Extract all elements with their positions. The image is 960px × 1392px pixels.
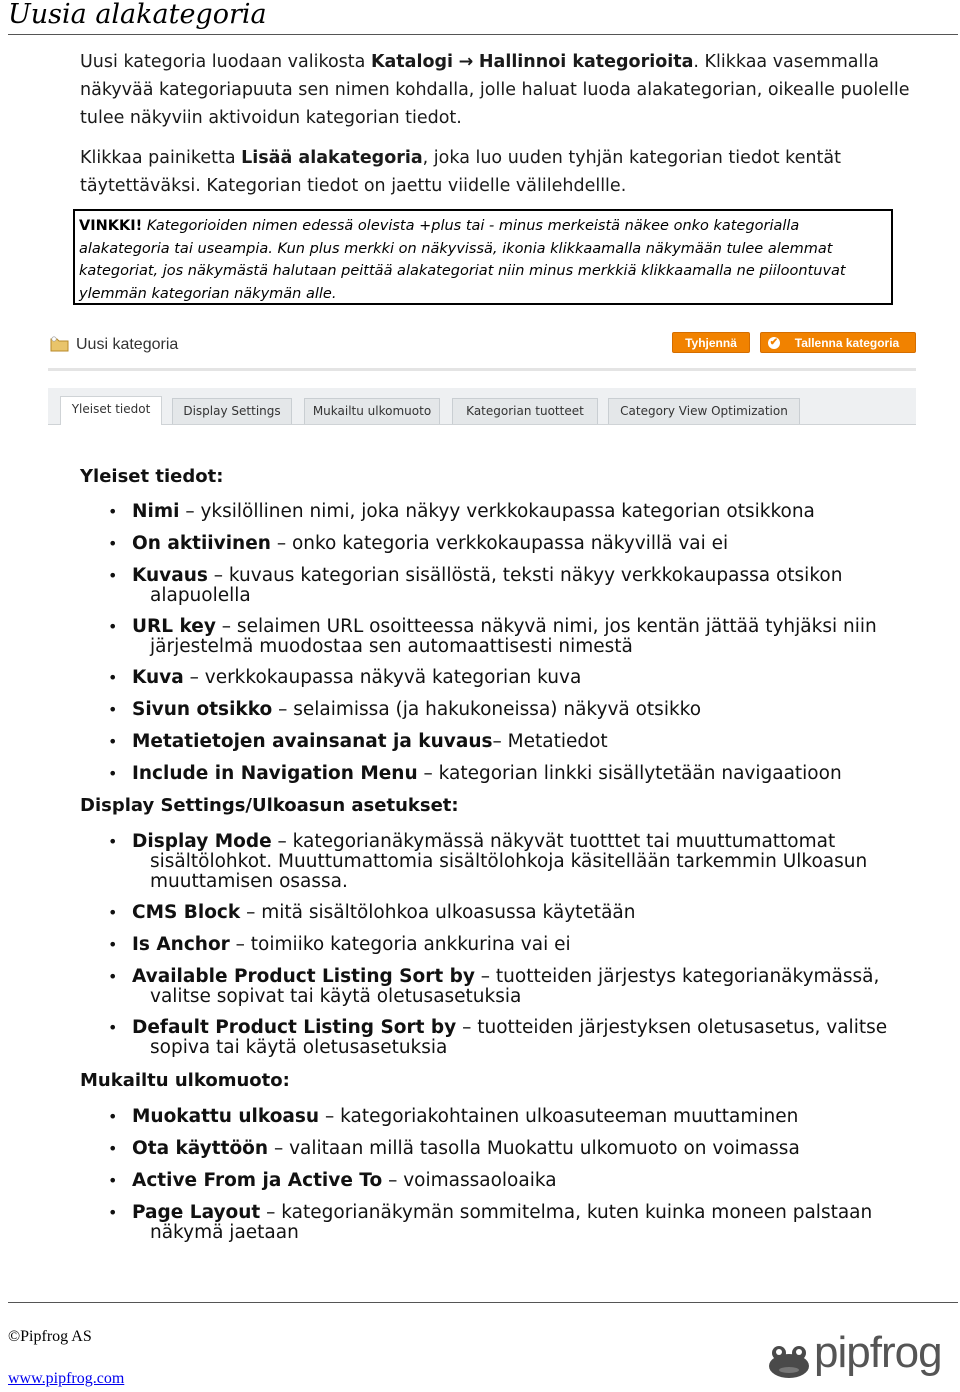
tip-box xyxy=(73,209,893,305)
list-item: • Is Anchor – toimiiko kategoria ankkurina vai ei xyxy=(108,935,953,955)
menu-katalogi: Katalogi xyxy=(370,52,454,72)
list-item: • Default Product Listing Sort by – tuotteiden järjestyksen oletusasetus, valitse sopiva tai käytä oletusasetuksia xyxy=(108,1018,953,1058)
list-item: • URL key – selaimen URL osoitteessa näkyvä nimi, jos kentän jättää tyhjäksi niin järjestelmä muodostaa sen automaattisesti nimestä xyxy=(108,617,953,657)
add-subcategory-term: Lisää alakategoria xyxy=(241,148,423,168)
section-heading-display: Display Settings/Ulkoasun asetukset: xyxy=(80,795,459,816)
list-item: • Metatietojen avainsanat ja kuvaus– Metatiedot xyxy=(108,732,953,752)
tab-category-view-optimization[interactable]: Category View Optimization xyxy=(608,398,800,424)
checkmark-icon: ✔ xyxy=(769,337,779,348)
folder-icon xyxy=(50,336,70,352)
list-item: • Available Product Listing Sort by – tuotteiden järjestys kategorianäkymässä, valitse sopivat tai käytä oletusasetuksia xyxy=(108,967,953,1007)
save-label: Tallenna kategoria xyxy=(794,336,900,350)
section-heading-general: Yleiset tiedot: xyxy=(80,466,224,487)
tip-label: VINKKI! xyxy=(79,218,143,234)
copyright-text: ©Pipfrog AS xyxy=(8,1328,92,1345)
panel-divider xyxy=(48,368,916,371)
list-item: • CMS Block – mitä sisältölohkoa ulkoasussa käytetään xyxy=(108,903,953,923)
tab-bar xyxy=(48,388,916,425)
tab-yleiset-tiedot[interactable]: Yleiset tiedot xyxy=(60,396,162,425)
list-item: • Kuvaus – kuvaus kategorian sisällöstä, teksti näkyy verkkokaupassa otsikon alapuolella xyxy=(108,566,953,606)
tip-text: Kategorioiden nimen edessä olevista +plus tai - minus merkeistä näkee onko kategorialla alakategoria tai useampia. Kun plus merkki on näkyvissä, ikonia klikkaamalla näkymään tulee alemmat kategoriat, jos näkymästä halutaan peittää alakategoriat niin minus merkkiä klikkaamalla ne piiloontuvat ylemmän kategorian näkymän alle. xyxy=(79,218,846,302)
title-divider xyxy=(8,34,958,35)
section-heading-custom: Mukailtu ulkomuoto: xyxy=(80,1070,290,1091)
list-item: • Sivun otsikko – selaimissa (ja hakukoneissa) näkyvä otsikko xyxy=(108,700,953,720)
list-item: • Nimi – yksilöllinen nimi, joka näkyy verkkokaupassa kategorian otsikkona xyxy=(108,502,953,522)
panel-title: Uusi kategoria xyxy=(76,336,179,353)
footer-divider xyxy=(8,1302,958,1303)
list-item: • Page Layout – kategorianäkymän sommitelma, kuten kuinka moneen palstaan näkymä jaetaan xyxy=(108,1203,953,1243)
display-list xyxy=(108,832,953,1058)
list-item: • Muokattu ulkoasu – kategoriakohtainen ulkoasuteeman muuttaminen xyxy=(108,1107,953,1127)
frog-icon xyxy=(766,1340,812,1380)
menu-arrow: → xyxy=(458,52,474,72)
tab-mukailtu-ulkomuoto[interactable]: Mukailtu ulkomuoto xyxy=(304,398,440,424)
logo-wordmark: pipfrog xyxy=(814,1328,942,1377)
list-item: • Include in Navigation Menu – kategorian linkki sisällytetään navigaatioon xyxy=(108,764,953,784)
website-link[interactable]: www.pipfrog.com xyxy=(8,1370,125,1387)
menu-hallinnoi: Hallinnoi kategorioita xyxy=(478,52,694,72)
tab-display-settings[interactable]: Display Settings xyxy=(172,398,292,424)
intro-paragraph-1: Uusi kategoria luodaan valikosta Katalogi → Hallinnoi kategorioita. Klikkaa vasemmalla näkyvää kategoriapuuta sen nimen kohdalla, jolle haluat luoda alakategorian, oikealle puolelle tulee näkyviin aktivoidun kategorian tiedot. xyxy=(80,52,910,128)
general-list xyxy=(108,502,953,784)
save-category-button[interactable] xyxy=(760,332,916,353)
document-title: Uusia alakategoria xyxy=(8,0,267,30)
list-item: • Kuva – verkkokaupassa näkyvä kategorian kuva xyxy=(108,668,953,688)
list-item: • Ota käyttöön – valitaan millä tasolla Muokattu ulkomuoto on voimassa xyxy=(108,1139,953,1159)
list-item: • Display Mode – kategorianäkymässä näkyvät tuotttet tai muuttumattomat sisältölohkot. Muuttumattomia sisältölohkoja käsitellään tarkemmin Ulkoasun muuttamisen osassa. xyxy=(108,832,953,892)
pipfrog-logo xyxy=(766,1326,958,1386)
admin-panel-header xyxy=(50,330,916,366)
custom-list xyxy=(108,1107,953,1243)
tab-kategorian-tuotteet[interactable]: Kategorian tuotteet xyxy=(452,398,598,424)
list-item: • Active From ja Active To – voimassaoloaika xyxy=(108,1171,953,1191)
reset-button[interactable]: Tyhjennä xyxy=(672,332,750,353)
list-item: • On aktiivinen – onko kategoria verkkokaupassa näkyvillä vai ei xyxy=(108,534,953,554)
intro-paragraph-2: Klikkaa painiketta Lisää alakategoria, joka luo uuden tyhjän kategorian tiedot kentät täytettäväksi. Kategorian tiedot on jaettu viidelle välilehdellle. xyxy=(80,148,841,196)
